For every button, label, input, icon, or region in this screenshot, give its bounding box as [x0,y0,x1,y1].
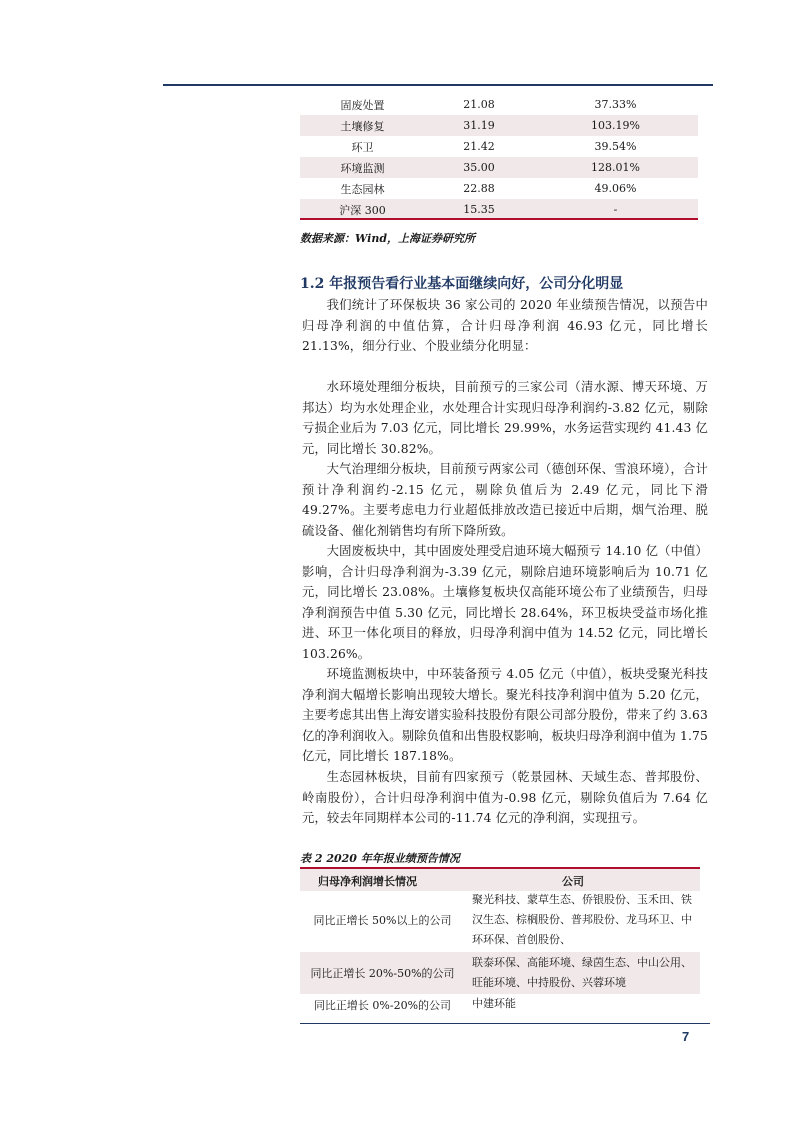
table-row: 生态园林 22.88 49.06% [340,182,637,196]
table-row: 沪深 300 15.35 - [300,199,698,220]
table-row: 同比正增长 50%以上的公司 聚光科技、蒙草生态、侨银股份、玉禾田、铁汉生态、棕榈股份、普邦股份、龙马环卫、中环环保、首创股份、 [313,893,692,946]
header-rule [163,84,713,86]
section-heading: 1.2 年报预告看行业基本面继续向好，公司分化明显 [300,276,624,292]
paragraph-ecology: 生态园林板块，目前有四家预亏（乾景园林、天域生态、普邦股份、岭南股份），合计归母净利润中值为-0.98 亿元，剔除负值后为 7.64 亿元，较去年同期样本公司的-11.74 亿元的净利润，实现扭亏。 [302,770,708,825]
table-row: 环境监测 35.00 128.01% [300,157,698,178]
footer-rule [300,1023,710,1024]
paragraph-monitoring: 环境监测板块中，中环装备预亏 4.05 亿元（中值），板块受聚光科技净利润大幅增长影响出现较大增长。聚光科技净利润中值为 5.20 亿元，主要考虑其出售上海安谱实验科技股份有限公司部分股份，带来了约 3.63 亿的净利润收入。剔除负值和出售股权影响，板块归母净利润中值为 1.75 亿元，同比增长 187.18%。 [302,667,708,763]
paragraph-air: 大气治理细分板块，目前预亏两家公司（德创环保、雪浪环境），合计预计净利润约-2.15 亿元，剔除负值后为 2.49 亿元，同比下滑 49.27%。主要考虑电力行业超低排放改造已接近中后期，烟气治理、脱硫设备、催化剂销售均有所下降所致。 [302,462,708,538]
paragraph-solid-waste: 大固废板块中，其中固废处理受启迪环境大幅预亏 14.10 亿（中值）影响，合计归母净利润为-3.39 亿元，剔除启迪环境影响后为 10.71 亿元，同比增长 23.08%。土壤修复板块仅高能环境公布了业绩预告，归母净利润预告中值 5.30 亿元，同比增长 28.64%，环卫板块受益市场化推进、环卫一体化项目的释放，归母净利润中值为 14.52 亿元，同比增长 103.26%。 [302,544,708,661]
table-row: 土壤修复 31.19 103.19% [300,115,698,136]
table-row: 同比正增长 20%-50%的公司 联泰环保、高能环境、绿茵生态、中山公用、旺能环境、中持股份、兴蓉环境 [300,952,700,994]
table-row: 环卫 21.42 39.54% [351,140,637,154]
header-companies: 公司 [562,875,584,888]
header-category: 归母净利润增长情况 [318,875,417,888]
table-row: 同比正增长 0%-20%的公司 中建环能 [313,997,516,1012]
table-row: 固废处置 21.08 37.33% [340,98,637,112]
table2-header [300,867,700,891]
table-caption: 表 2 2020 年年报业绩预告情况 [300,852,460,865]
paragraph-summary: 我们统计了环保板块 36 家公司的 2020 年业绩预告情况，以预告中归母净利润的中值估算，合计归母净利润 46.93 亿元，同比增长 21.13%，细分行业、个股业绩分化明显： [302,298,708,353]
page-number: 7 [682,1029,690,1044]
industry-table [300,94,698,220]
table-bottom-rule [300,218,698,220]
data-source-note: 数据来源：Wind，上海证券研究所 [300,232,476,245]
paragraph-water: 水环境处理细分板块，目前预亏的三家公司（清水源、博天环境、万邦达）均为水处理企业，水处理合计实现归母净利润约-3.82 亿元，剔除亏损企业后为 7.03 亿元，同比增长 29.99%，水务运营实现约 41.43 亿元，同比增长 30.82%。 [302,380,708,456]
